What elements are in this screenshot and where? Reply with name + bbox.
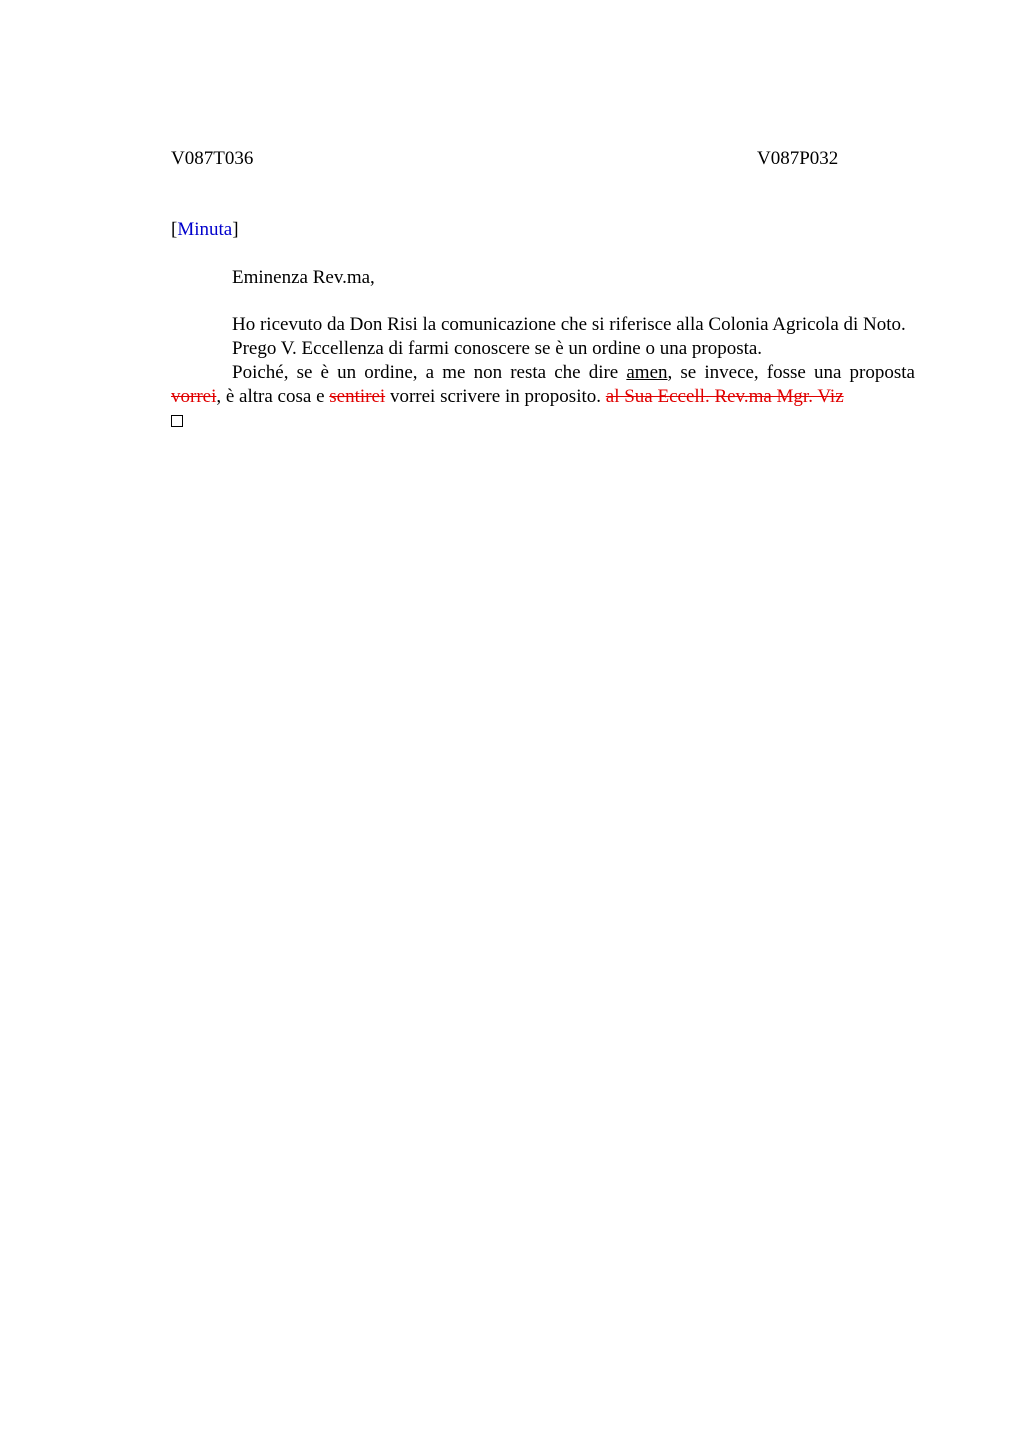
paragraph-3-text-2: , se invece, fosse una proposta — [667, 362, 915, 383]
minuta-close-bracket: ] — [232, 219, 239, 240]
empty-square-icon — [171, 415, 183, 427]
paragraph-3-text-1: Poiché, se è un ordine, a me non resta che dire — [232, 362, 627, 383]
paragraph-3-text-3: , è altra cosa e — [216, 386, 330, 407]
underlined-word-amen: amen — [626, 362, 668, 383]
minuta-open-bracket: [ — [171, 219, 178, 240]
document-code-right: V087P032 — [757, 148, 839, 169]
letter-paragraph-2: Prego V. Eccellenza di farmi conoscere se è un ordine o una proposta. — [232, 338, 763, 359]
letter-paragraph-3 — [171, 361, 915, 433]
letter-paragraph-1: Ho ricevuto da Don Risi la comunicazione che si riferisce alla Colonia Agricola di Noto. — [232, 314, 906, 335]
minuta-label: Minuta — [177, 219, 233, 240]
paragraph-3-text-4: vorrei scrivere in proposito. — [385, 386, 606, 407]
letter-salutation: Eminenza Rev.ma, — [232, 267, 375, 288]
document-code-left: V087T036 — [171, 148, 254, 169]
letter-body — [171, 313, 915, 433]
deleted-word-sentirei: sentirei — [329, 386, 386, 407]
deleted-word-vorrei: vorrei — [171, 386, 217, 407]
deleted-phrase-address: al Sua Eccell. Rev.ma Mgr. Viz — [605, 386, 844, 407]
minuta-note — [171, 218, 239, 242]
